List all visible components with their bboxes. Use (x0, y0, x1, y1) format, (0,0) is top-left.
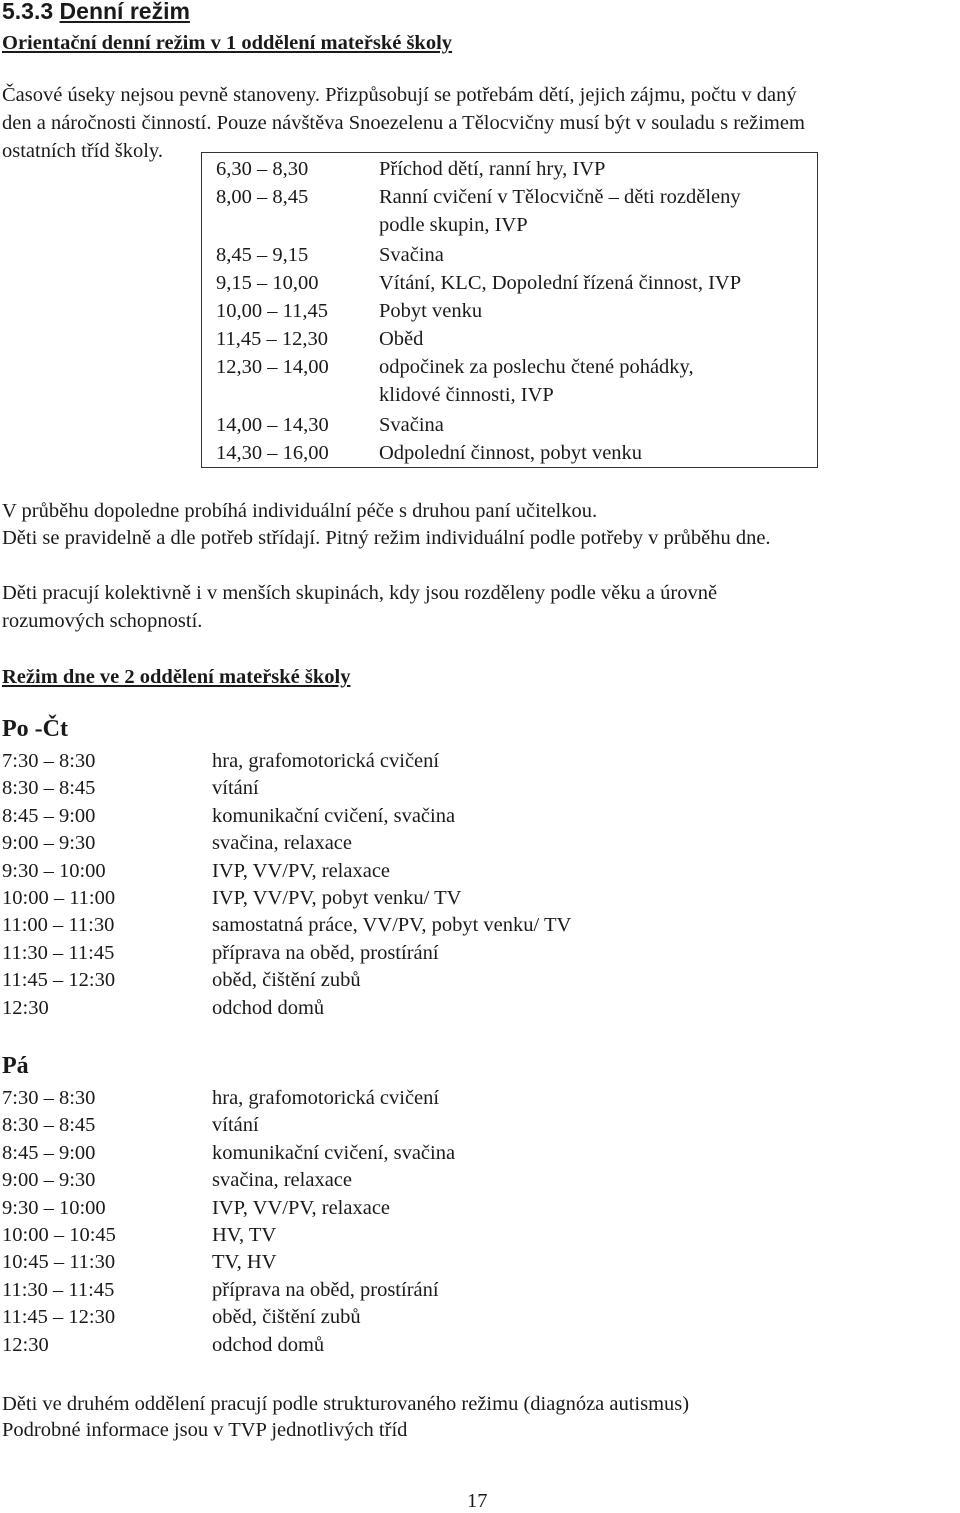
day-row-activity: samostatná práce, VV/PV, pobyt venku/ TV (212, 914, 572, 937)
intro-line: ostatních tříd školy. (2, 140, 163, 162)
day-row-activity: IVP, VV/PV, relaxace (212, 1196, 391, 1219)
day-row-activity: hra, grafomotorická cvičení (212, 750, 440, 772)
schedule-activity (379, 155, 809, 183)
schedule-activity (379, 183, 809, 239)
schedule-time: 12,30 – 14,00 (216, 356, 329, 378)
day-row-activity: svačina, relaxace (212, 1169, 352, 1192)
day-row-activity: komunikační cvičení, svačina (212, 1141, 456, 1164)
day-row-time: 10:00 – 11:00 (2, 887, 116, 909)
schedule-activity-line: Příchod dětí, ranní hry, IVP (379, 158, 606, 180)
schedule-activity-line: Pobyt venku (379, 300, 483, 322)
footer-line: Podrobné informace jsou v TVP jednotlivých tříd (2, 1419, 408, 1441)
schedule-activity (379, 241, 809, 269)
day-row-activity: TV, HV (212, 1251, 277, 1274)
section-title: Denní režim (59, 0, 190, 24)
day-row-time: 12:30 (2, 996, 49, 1019)
schedule-activity-line: odpočinek za poslechu čtené pohádky, (379, 356, 694, 378)
schedule-activity (379, 353, 809, 409)
schedule-activity-line: Vítání, KLC, Dopolední řízená činnost, IVP (379, 272, 742, 294)
schedule-time: 8,00 – 8,45 (216, 186, 309, 208)
schedule-activity (379, 269, 809, 297)
schedule-time: 14,00 – 14,30 (216, 414, 329, 436)
day-row-time: 11:00 – 11:30 (2, 914, 115, 937)
day-row-time: 7:30 – 8:30 (2, 1087, 96, 1109)
footer-line: Děti ve druhém oddělení pracují podle strukturovaného režimu (diagnóza autismus) (2, 1393, 690, 1415)
schedule-table (201, 152, 818, 468)
day-row-activity: oběd, čištění zubů (212, 969, 361, 992)
note-line: Děti se pravidelně a dle potřeb střídají. Pitný režim individuální podle potřeby v průběhu dne. (2, 527, 771, 549)
schedule-activity-line: podle skupin, IVP (379, 214, 528, 236)
groups-line: rozumových schopností. (2, 610, 203, 632)
day-row-activity: oběd, čištění zubů (212, 1306, 361, 1329)
schedule-activity-line: klidové činnosti, IVP (379, 384, 554, 406)
day-row-activity: vítání (212, 777, 259, 800)
day-row-time: 8:30 – 8:45 (2, 1114, 96, 1137)
day-row-time: 9:30 – 10:00 (2, 1196, 106, 1219)
section-heading (2, 0, 190, 25)
note-line: V průběhu dopoledne probíhá individuální péče s druhou paní učitelkou. (2, 500, 598, 522)
day-row-time: 7:30 – 8:30 (2, 750, 96, 772)
day-row-time: 10:00 – 10:45 (2, 1224, 116, 1246)
schedule-time: 8,45 – 9,15 (216, 244, 309, 266)
day-row-activity: svačina, relaxace (212, 832, 352, 855)
day-label: Po -Čt (2, 716, 68, 742)
schedule-time: 9,15 – 10,00 (216, 272, 319, 294)
day-row-activity: vítání (212, 1114, 259, 1137)
schedule-activity-line: Svačina (379, 244, 444, 266)
day-row-activity: IVP, VV/PV, pobyt venku/ TV (212, 887, 462, 909)
day-row-activity: hra, grafomotorická cvičení (212, 1087, 440, 1109)
day-row-activity: HV, TV (212, 1224, 277, 1246)
day-row-time: 11:30 – 11:45 (2, 1278, 115, 1301)
schedule-time: 14,30 – 16,00 (216, 442, 329, 464)
intro-line: den a náročnosti činností. Pouze návštěva Snoezelenu a Tělocvičny musí být v souladu s režimem (2, 112, 805, 134)
day-row-time: 10:45 – 11:30 (2, 1251, 116, 1274)
page-number: 17 (467, 1490, 488, 1512)
day-row-activity: příprava na oběd, prostírání (212, 1278, 439, 1301)
day-row-time: 12:30 (2, 1333, 49, 1356)
schedule-activity-line: Oběd (379, 328, 424, 350)
day-row-time: 11:45 – 12:30 (2, 1306, 116, 1329)
schedule-activity (379, 325, 809, 353)
schedule-time: 11,45 – 12,30 (216, 328, 328, 350)
day-row-time: 11:45 – 12:30 (2, 969, 116, 992)
schedule-activity-line: Ranní cvičení v Tělocvičně – děti rozděleny (379, 186, 741, 208)
day-row-activity: odchod domů (212, 996, 325, 1019)
schedule-activity (379, 439, 809, 467)
schedule-time: 6,30 – 8,30 (216, 158, 309, 180)
day-row-activity: příprava na oběd, prostírání (212, 941, 439, 964)
schedule-activity-line: Odpolední činnost, pobyt venku (379, 442, 643, 464)
part2-title: Režim dne ve 2 oddělení mateřské školy (2, 666, 351, 688)
day-row-time: 8:30 – 8:45 (2, 777, 96, 800)
day-row-time: 9:30 – 10:00 (2, 859, 106, 882)
part1-title: Orientační denní režim v 1 oddělení mateřské školy (2, 32, 453, 54)
day-row-time: 8:45 – 9:00 (2, 804, 96, 827)
day-row-time: 8:45 – 9:00 (2, 1141, 96, 1164)
day-row-activity: odchod domů (212, 1333, 325, 1356)
day-label: Pá (2, 1053, 29, 1079)
day-row-time: 9:00 – 9:30 (2, 1169, 96, 1192)
day-row-activity: IVP, VV/PV, relaxace (212, 859, 391, 882)
day-row-time: 11:30 – 11:45 (2, 941, 115, 964)
intro-line: Časové úseky nejsou pevně stanoveny. Přizpůsobují se potřebám dětí, jejich zájmu, počtu v daný (2, 84, 797, 106)
section-number: 5.3.3 (2, 0, 54, 24)
day-row-time: 9:00 – 9:30 (2, 832, 96, 855)
schedule-activity-line: Svačina (379, 414, 444, 436)
day-row-activity: komunikační cvičení, svačina (212, 804, 456, 827)
schedule-activity (379, 297, 809, 325)
groups-line: Děti pracují kolektivně i v menších skupinách, kdy jsou rozděleny podle věku a úrovně (2, 582, 718, 604)
schedule-time: 10,00 – 11,45 (216, 300, 328, 322)
schedule-activity (379, 411, 809, 439)
